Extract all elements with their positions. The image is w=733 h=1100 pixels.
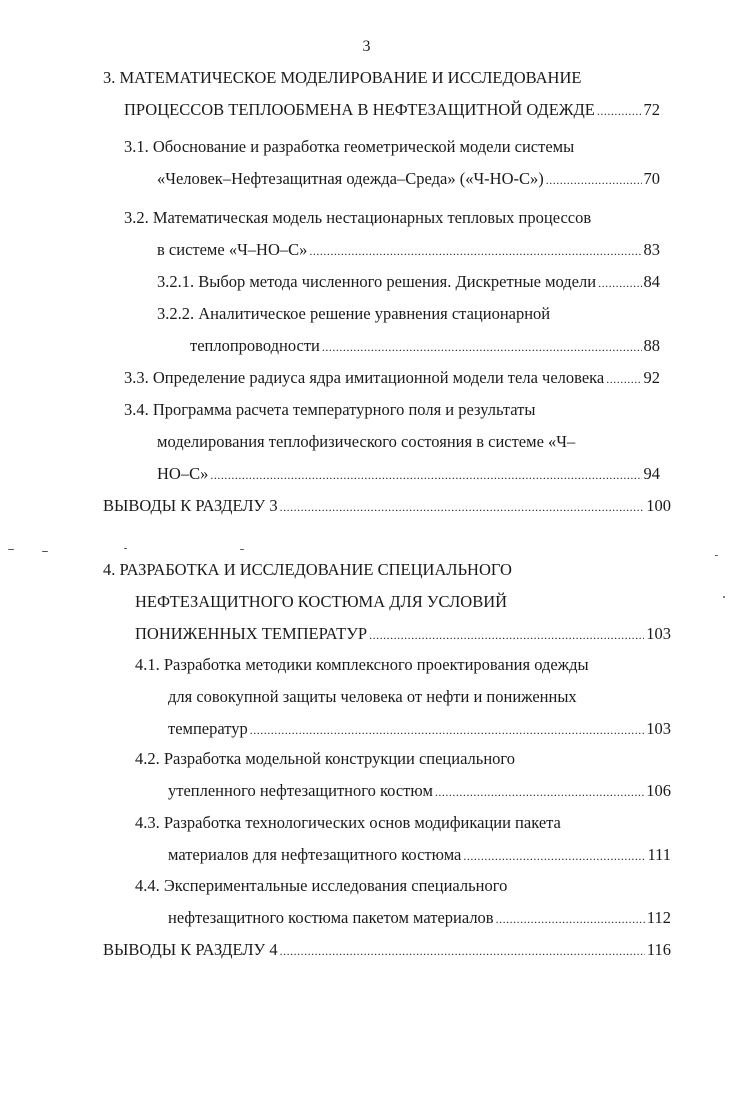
toc-entry-3-4[interactable]: [157, 462, 660, 486]
scan-speck: [8, 549, 14, 550]
page-ref: 103: [646, 624, 671, 643]
toc-entry-text: 3.3. Определение радиуса ядра имитационной модели тела человека: [124, 368, 605, 387]
dot-leader: [606, 367, 641, 391]
toc-entry-4-3-line-1: 4.3. Разработка технологических основ модификации пакета: [135, 813, 561, 832]
page-ref: 100: [646, 496, 671, 515]
toc-entry-3-2-2[interactable]: [190, 334, 660, 358]
section-4-title-line-3: ПОНИЖЕННЫХ ТЕМПЕРАТУР: [135, 624, 368, 643]
toc-entry-3-4-line-1: 3.4. Программа расчета температурного поля и результаты: [124, 400, 536, 419]
page-ref: 70: [643, 169, 660, 188]
toc-entry-text: 3.2.1. Выбор метода численного решения. Дискретные модели: [157, 272, 597, 291]
scan-speck: [240, 549, 244, 550]
scan-speck: [124, 548, 127, 549]
page-ref: 103: [646, 719, 671, 738]
toc-entry-3-2-2-line-1: 3.2.2. Аналитическое решение уравнения стационарной: [157, 304, 551, 323]
toc-entry-text: «Человек–Нефтезащитная одежда–Среда» («Ч-НО-С»): [157, 169, 544, 188]
page-ref: 106: [646, 781, 671, 800]
toc-entry-section-3[interactable]: [124, 98, 660, 122]
toc-entry-text: НО–С»: [157, 464, 209, 483]
toc-entry-conclusions-4[interactable]: [103, 938, 671, 962]
dot-leader: [250, 718, 644, 742]
page-number: 3: [362, 38, 371, 55]
toc-entry-4-1[interactable]: [168, 717, 671, 741]
section-4-title-line-2: НЕФТЕЗАЩИТНОГО КОСТЮМА ДЛЯ УСЛОВИЙ: [135, 592, 508, 611]
toc-entry-4-1-line-2: для совокупной защиты человека от нефти и пониженных: [168, 687, 577, 706]
page-ref: 88: [643, 336, 660, 355]
toc-entry-3-2[interactable]: [157, 238, 660, 262]
page-ref: 116: [646, 940, 671, 959]
dot-leader: [210, 463, 641, 487]
toc-entry-4-1-line-1: 4.1. Разработка методики комплексного проектирования одежды: [135, 655, 589, 674]
page-ref: 72: [643, 100, 660, 119]
toc-entry-text: теплопроводности: [190, 336, 320, 355]
dot-leader: [598, 271, 641, 295]
toc-entry-text: температур: [168, 719, 248, 738]
toc-entry-3-1-line-1: 3.1. Обоснование и разработка геометрической модели системы: [124, 137, 575, 156]
toc-entry-text: ВЫВОДЫ К РАЗДЕЛУ 4: [103, 940, 278, 959]
section-3-title-line-2: ПРОЦЕССОВ ТЕПЛООБМЕНА В НЕФТЕЗАЩИТНОЙ ОДЕЖДЕ: [124, 100, 595, 119]
toc-entry-4-2-line-1: 4.2. Разработка модельной конструкции специального: [135, 749, 516, 768]
dot-leader: [435, 780, 644, 804]
dot-leader: [463, 844, 645, 868]
dot-leader: [496, 907, 645, 931]
dot-leader: [280, 939, 645, 963]
toc-entry-conclusions-3[interactable]: [103, 494, 671, 518]
dot-leader: [309, 239, 641, 263]
page-ref: 94: [643, 464, 660, 483]
page-ref: 83: [643, 240, 660, 259]
toc-entry-text: материалов для нефтезащитного костюма: [168, 845, 462, 864]
dot-leader: [322, 335, 642, 359]
toc-entry-3-4-line-2: моделирования теплофизического состояния в системе «Ч–: [157, 432, 576, 451]
toc-entry-section-4[interactable]: [135, 622, 671, 646]
dot-leader: [369, 623, 644, 647]
toc-entry-4-4-line-1: 4.4. Экспериментальные исследования специального: [135, 876, 508, 895]
toc-entry-4-2[interactable]: [168, 779, 671, 803]
page-ref: 112: [646, 908, 671, 927]
toc-entry-3-3[interactable]: [124, 366, 660, 390]
toc-entry-4-4[interactable]: [168, 906, 671, 930]
toc-entry-text: в системе «Ч–НО–С»: [157, 240, 308, 259]
toc-entry-text: нефтезащитного костюма пакетом материалов: [168, 908, 494, 927]
toc-entry-3-2-1[interactable]: [157, 270, 660, 294]
scan-speck: [715, 555, 718, 556]
page-ref: 92: [643, 368, 660, 387]
toc-entry-4-3[interactable]: [168, 843, 671, 867]
page-ref: 111: [647, 845, 671, 864]
toc-entry-3-2-line-1: 3.2. Математическая модель нестационарных тепловых процессов: [124, 208, 592, 227]
toc-entry-text: утепленного нефтезащитного костюм: [168, 781, 433, 800]
toc-entry-3-1[interactable]: [157, 167, 660, 191]
dot-leader: [546, 168, 642, 192]
scan-speck: [42, 551, 48, 552]
toc-entry-text: ВЫВОДЫ К РАЗДЕЛУ 3: [103, 496, 278, 515]
section-4-title-line-1: 4. РАЗРАБОТКА И ИССЛЕДОВАНИЕ СПЕЦИАЛЬНОГО: [103, 560, 512, 579]
dot-leader: [597, 99, 642, 123]
page-ref: 84: [643, 272, 660, 291]
section-3-title-line-1: 3. МАТЕМАТИЧЕСКОЕ МОДЕЛИРОВАНИЕ И ИССЛЕДОВАНИЕ: [103, 68, 582, 87]
scan-speck: [723, 596, 725, 598]
dot-leader: [280, 495, 645, 519]
